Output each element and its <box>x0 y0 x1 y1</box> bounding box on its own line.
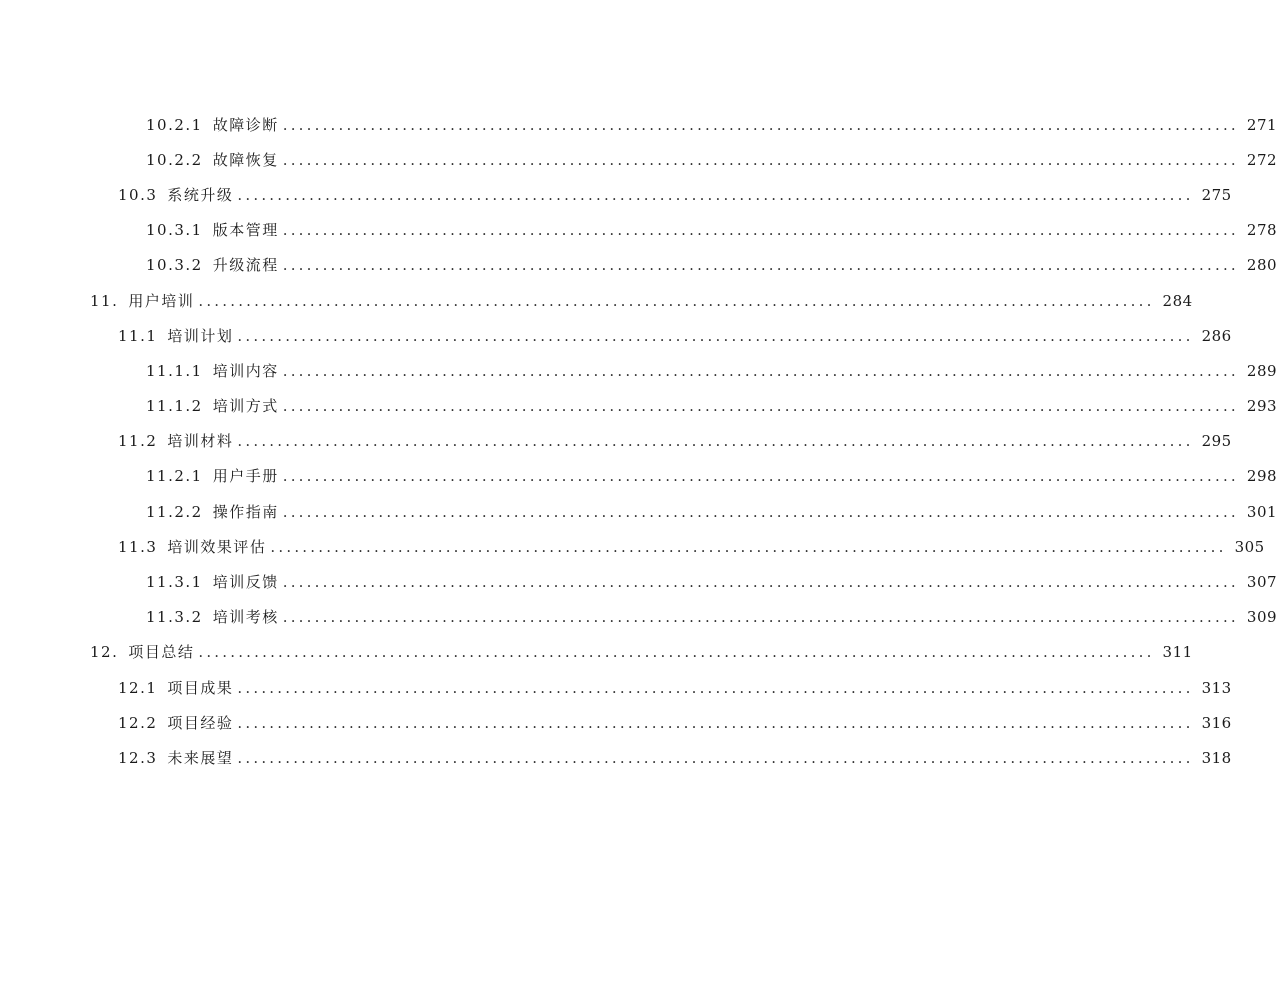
toc-entry-number: 12.3 <box>118 748 158 767</box>
toc-entry-number: 11.1.2 <box>146 397 203 416</box>
toc-entry-title: 用户手册 <box>212 467 279 486</box>
toc-entry-title: 未来展望 <box>167 748 234 767</box>
table-of-contents <box>0 107 1277 776</box>
toc-entry-title: 培训考核 <box>212 608 279 627</box>
toc-entry-title: 培训计划 <box>167 326 234 345</box>
toc-entry-number: 10.3 <box>118 185 158 204</box>
toc-entry[interactable] <box>0 353 1277 388</box>
toc-entry-page-number: 295 <box>1201 432 1232 451</box>
toc-dot-leader: ........................................................................................................................ <box>282 221 1239 240</box>
toc-entry-number: 11.3.2 <box>146 608 203 627</box>
toc-entry-page-number: 272 <box>1246 150 1277 169</box>
toc-entry[interactable] <box>0 248 1277 283</box>
toc-entry-page-number: 298 <box>1246 467 1277 486</box>
toc-entry-page-number: 271 <box>1246 115 1277 134</box>
toc-entry-number: 11.2.2 <box>146 502 203 521</box>
toc-entry[interactable] <box>0 600 1277 635</box>
toc-entry-page-number: 293 <box>1246 397 1277 416</box>
toc-dot-leader: ........................................................................................................................ <box>198 643 1155 662</box>
toc-dot-leader: ........................................................................................................................ <box>282 502 1239 521</box>
toc-entry-title: 项目总结 <box>128 643 195 662</box>
toc-dot-leader: ........................................................................................................................ <box>282 467 1239 486</box>
toc-entry[interactable] <box>0 389 1277 424</box>
toc-entry[interactable] <box>0 213 1277 248</box>
toc-entry-title: 操作指南 <box>212 502 279 521</box>
toc-entry[interactable] <box>0 564 1277 599</box>
toc-entry-page-number: 286 <box>1201 326 1232 345</box>
toc-entry-title: 培训材料 <box>167 432 234 451</box>
toc-entry-number: 12.2 <box>118 713 158 732</box>
toc-entry-number: 12. <box>90 643 119 662</box>
toc-entry[interactable] <box>0 283 1193 318</box>
toc-entry-page-number: 313 <box>1201 678 1232 697</box>
toc-entry-page-number: 309 <box>1246 608 1277 627</box>
toc-entry-page-number: 289 <box>1246 361 1277 380</box>
toc-entry-title: 版本管理 <box>212 221 279 240</box>
toc-dot-leader: ........................................................................................................................ <box>282 608 1239 627</box>
toc-entry-title: 项目经验 <box>167 713 234 732</box>
toc-entry[interactable] <box>0 459 1277 494</box>
toc-entry[interactable] <box>0 424 1232 459</box>
toc-entry-page-number: 301 <box>1246 502 1277 521</box>
toc-entry[interactable] <box>0 740 1232 775</box>
toc-entry-title: 故障诊断 <box>212 115 279 134</box>
toc-dot-leader: ........................................................................................................................ <box>237 185 1194 204</box>
toc-entry[interactable] <box>0 635 1193 670</box>
toc-entry-number: 11.3.1 <box>146 573 203 592</box>
toc-entry-number: 12.1 <box>118 678 158 697</box>
toc-entry[interactable] <box>0 318 1232 353</box>
toc-entry-title: 升级流程 <box>212 256 279 275</box>
toc-entry[interactable] <box>0 494 1277 529</box>
toc-dot-leader: ........................................................................................................................ <box>282 573 1239 592</box>
toc-entry-title: 系统升级 <box>167 185 234 204</box>
toc-entry-title: 故障恢复 <box>212 150 279 169</box>
toc-entry-number: 10.3.2 <box>146 256 203 275</box>
toc-entry-number: 11.2.1 <box>146 467 203 486</box>
toc-dot-leader: ........................................................................................................................ <box>282 115 1239 134</box>
toc-entry-number: 11.1.1 <box>146 361 203 380</box>
toc-entry-title: 培训效果评估 <box>167 537 267 556</box>
toc-entry-page-number: 278 <box>1246 221 1277 240</box>
toc-dot-leader: ........................................................................................................................ <box>282 361 1239 380</box>
toc-dot-leader: ........................................................................................................................ <box>237 713 1194 732</box>
toc-dot-leader: ........................................................................................................................ <box>237 748 1194 767</box>
toc-entry-page-number: 316 <box>1201 713 1232 732</box>
toc-dot-leader: ........................................................................................................................ <box>270 537 1227 556</box>
toc-entry-number: 11.2 <box>118 432 158 451</box>
toc-dot-leader: ........................................................................................................................ <box>237 326 1194 345</box>
toc-entry-number: 11.1 <box>118 326 158 345</box>
toc-entry-title: 培训内容 <box>212 361 279 380</box>
toc-entry[interactable] <box>0 107 1277 142</box>
toc-dot-leader: ........................................................................................................................ <box>237 678 1194 697</box>
toc-entry-page-number: 284 <box>1162 291 1193 310</box>
toc-entry[interactable] <box>0 670 1232 705</box>
toc-entry-page-number: 280 <box>1246 256 1277 275</box>
toc-dot-leader: ........................................................................................................................ <box>282 397 1239 416</box>
toc-entry-title: 培训反馈 <box>212 573 279 592</box>
toc-entry-number: 10.2.2 <box>146 150 203 169</box>
toc-entry-number: 10.3.1 <box>146 221 203 240</box>
toc-entry-title: 用户培训 <box>128 291 195 310</box>
toc-entry-page-number: 275 <box>1201 185 1232 204</box>
toc-entry-page-number: 311 <box>1162 643 1193 662</box>
toc-entry[interactable] <box>0 705 1232 740</box>
toc-entry-title: 培训方式 <box>212 397 279 416</box>
toc-entry-number: 11. <box>90 291 119 310</box>
toc-dot-leader: ........................................................................................................................ <box>237 432 1194 451</box>
toc-entry[interactable] <box>0 177 1232 212</box>
toc-entry-number: 11.3 <box>118 537 158 556</box>
toc-dot-leader: ........................................................................................................................ <box>282 150 1239 169</box>
toc-dot-leader: ........................................................................................................................ <box>282 256 1239 275</box>
toc-entry[interactable] <box>0 529 1265 564</box>
toc-entry[interactable] <box>0 142 1277 177</box>
toc-entry-page-number: 307 <box>1246 573 1277 592</box>
toc-entry-page-number: 305 <box>1234 537 1265 556</box>
toc-entry-number: 10.2.1 <box>146 115 203 134</box>
toc-dot-leader: ........................................................................................................................ <box>198 291 1155 310</box>
toc-entry-page-number: 318 <box>1201 748 1232 767</box>
toc-entry-title: 项目成果 <box>167 678 234 697</box>
